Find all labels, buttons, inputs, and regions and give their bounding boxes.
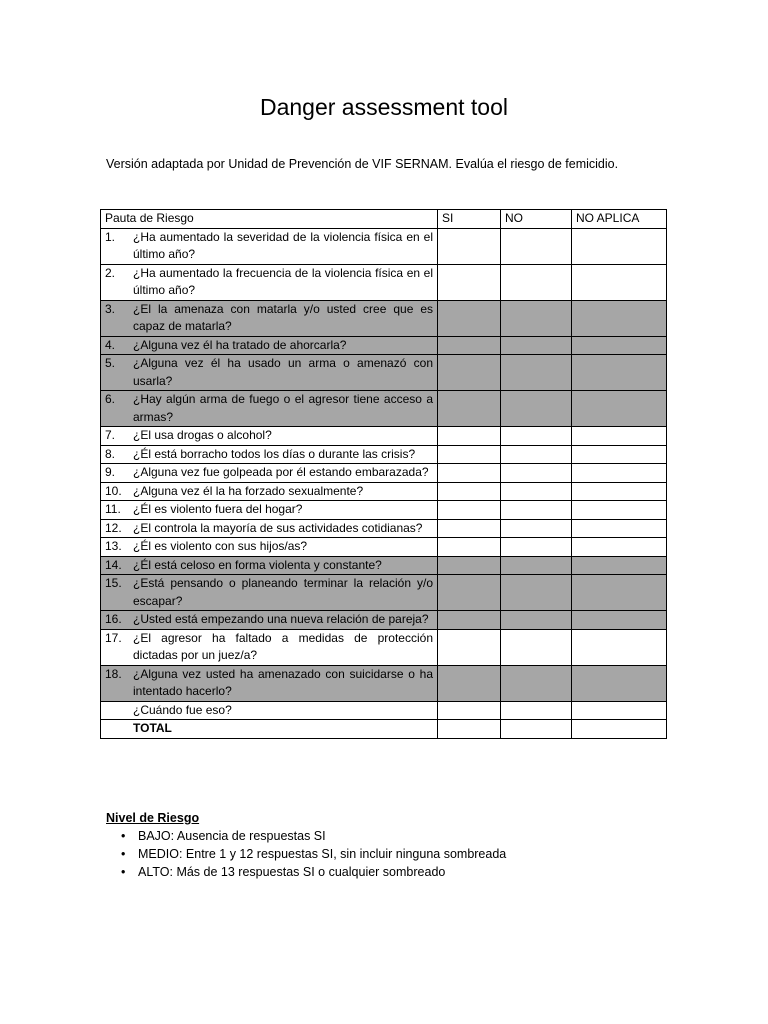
bullet-icon: • (121, 829, 126, 843)
header-si: SI (438, 210, 501, 229)
question-number: 1. (105, 229, 116, 244)
risk-levels-list (106, 827, 506, 881)
answer-cell-no-aplica[interactable] (572, 300, 667, 336)
answer-cell-no[interactable] (501, 300, 572, 336)
question-text: ¿Alguna vez él ha tratado de ahorcarla? (133, 337, 347, 352)
header-no-aplica: NO APLICA (572, 210, 667, 229)
question-text: ¿Él es violento fuera del hogar? (133, 502, 303, 516)
question-number (101, 702, 133, 720)
question-number: 18. (105, 666, 122, 681)
risk-levels-title: Nivel de Riesgo (106, 811, 200, 825)
question-text: ¿Alguna vez usted ha amenazado con suicidarse o ha intentado hacerlo? (133, 666, 433, 698)
answer-cell-si[interactable] (438, 427, 501, 446)
answer-cell-no-aplica[interactable] (572, 355, 667, 391)
answer-cell-no[interactable] (501, 720, 572, 739)
answer-cell-no[interactable] (501, 519, 572, 538)
answer-cell-no-aplica[interactable] (572, 228, 667, 264)
answer-cell-no-aplica[interactable] (572, 482, 667, 501)
question-cell (101, 701, 438, 720)
question-number: 4. (105, 337, 116, 352)
answer-cell-si[interactable] (438, 482, 501, 501)
question-number: 14. (105, 557, 122, 572)
answer-cell-no[interactable] (501, 336, 572, 355)
table-row (101, 427, 667, 446)
question-text: ¿El agresor ha faltado a medidas de protección dictadas por un juez/a? (133, 630, 433, 662)
answer-cell-no-aplica[interactable] (572, 701, 667, 720)
answer-cell-si[interactable] (438, 665, 501, 701)
question-text: ¿Él es violento con sus hijos/as? (133, 539, 308, 553)
table-row (101, 519, 667, 538)
answer-cell-si[interactable] (438, 391, 501, 427)
answer-cell-no-aplica[interactable] (572, 464, 667, 483)
table-row (101, 355, 667, 391)
table-row (101, 629, 667, 665)
risk-level-medium-text: MEDIO: Entre 1 y 12 respuestas SI, sin incluir ninguna sombreada (138, 847, 507, 861)
question-cell (101, 464, 438, 483)
table-row (101, 538, 667, 557)
risk-level-low (121, 827, 506, 845)
question-cell (101, 445, 438, 464)
answer-cell-no[interactable] (501, 355, 572, 391)
question-cell (101, 228, 438, 264)
answer-cell-no[interactable] (501, 391, 572, 427)
document-title: Danger assessment tool (259, 94, 508, 120)
answer-cell-no-aplica[interactable] (572, 575, 667, 611)
answer-cell-si[interactable] (438, 575, 501, 611)
answer-cell-no[interactable] (501, 701, 572, 720)
question-cell (101, 611, 438, 630)
question-cell (101, 501, 438, 520)
answer-cell-no[interactable] (501, 538, 572, 557)
answer-cell-si[interactable] (438, 464, 501, 483)
answer-cell-no[interactable] (501, 556, 572, 575)
answer-cell-no[interactable] (501, 575, 572, 611)
risk-levels (106, 811, 506, 881)
question-cell (101, 575, 438, 611)
question-number: 6. (105, 392, 116, 406)
bullet-icon: • (121, 865, 126, 879)
risk-level-low-text: BAJO: Ausencia de respuestas SI (138, 829, 326, 843)
answer-cell-si[interactable] (438, 501, 501, 520)
question-cell (101, 629, 438, 665)
question-number: 15. (105, 576, 122, 590)
table-row (101, 445, 667, 464)
table-row (101, 611, 667, 630)
bullet-icon: • (121, 847, 126, 861)
answer-cell-no-aplica[interactable] (572, 665, 667, 701)
answer-cell-si[interactable] (438, 228, 501, 264)
answer-cell-si[interactable] (438, 629, 501, 665)
question-cell (101, 300, 438, 336)
question-cell (101, 720, 438, 739)
question-number: 9. (105, 465, 116, 479)
document-subtitle: Versión adaptada por Unidad de Prevención de VIF SERNAM. Evalúa el riesgo de femicidio. (106, 157, 619, 171)
answer-cell-no[interactable] (501, 427, 572, 446)
question-text: ¿Ha aumentado la frecuencia de la violencia física en el último año? (133, 265, 433, 297)
question-number (101, 720, 133, 738)
answer-cell-no-aplica[interactable] (572, 720, 667, 739)
table-row (101, 300, 667, 336)
question-cell (101, 264, 438, 300)
table-row (101, 228, 667, 264)
question-text: TOTAL (133, 721, 172, 735)
question-text: ¿El controla la mayoría de sus actividades cotidianas? (133, 520, 423, 535)
table-row (101, 464, 667, 483)
risk-table (100, 209, 667, 739)
question-number: 17. (105, 630, 122, 645)
question-text: ¿Alguna vez él la ha forzado sexualmente? (133, 483, 364, 498)
answer-cell-si[interactable] (438, 519, 501, 538)
question-number: 13. (105, 539, 122, 553)
table-row (101, 720, 667, 739)
table-row (101, 391, 667, 427)
question-cell (101, 355, 438, 391)
question-cell (101, 391, 438, 427)
answer-cell-no[interactable] (501, 464, 572, 483)
answer-cell-si[interactable] (438, 336, 501, 355)
question-cell (101, 556, 438, 575)
answer-cell-no-aplica[interactable] (572, 519, 667, 538)
risk-level-high (121, 863, 506, 881)
answer-cell-no-aplica[interactable] (572, 445, 667, 464)
question-text: ¿Ha aumentado la severidad de la violencia física en el último año? (133, 229, 433, 261)
question-number: 11. (105, 502, 121, 516)
table-row (101, 575, 667, 611)
answer-cell-no[interactable] (501, 629, 572, 665)
question-number: 10. (105, 483, 122, 498)
question-text: ¿Está pensando o planeando terminar la relación y/o escapar? (133, 576, 433, 608)
question-text: ¿Él está borracho todos los días o durante las crisis? (133, 446, 416, 461)
answer-cell-si[interactable] (438, 300, 501, 336)
answer-cell-no[interactable] (501, 264, 572, 300)
answer-cell-no[interactable] (501, 228, 572, 264)
table-row (101, 556, 667, 575)
table-row (101, 336, 667, 355)
question-number: 5. (105, 356, 116, 370)
answer-cell-no-aplica[interactable] (572, 336, 667, 355)
table-row (101, 665, 667, 701)
question-text: ¿Él está celoso en forma violenta y constante? (133, 557, 382, 572)
risk-table-body (101, 228, 667, 738)
question-number: 8. (105, 446, 116, 461)
risk-level-high-text: ALTO: Más de 13 respuestas SI o cualquier sombreado (138, 865, 446, 879)
answer-cell-si[interactable] (438, 720, 501, 739)
answer-cell-si[interactable] (438, 264, 501, 300)
answer-cell-no-aplica[interactable] (572, 501, 667, 520)
answer-cell-no[interactable] (501, 482, 572, 501)
answer-cell-no-aplica[interactable] (572, 611, 667, 630)
answer-cell-si[interactable] (438, 556, 501, 575)
answer-cell-si[interactable] (438, 355, 501, 391)
question-text: ¿Hay algún arma de fuego o el agresor tiene acceso a armas? (133, 392, 433, 424)
answer-cell-no[interactable] (501, 665, 572, 701)
question-text: ¿El usa drogas o alcohol? (133, 428, 272, 442)
question-number: 7. (105, 428, 116, 442)
question-cell (101, 519, 438, 538)
header-pauta: Pauta de Riesgo (101, 210, 438, 229)
question-text: ¿Cuándo fue eso? (133, 702, 232, 717)
answer-cell-no-aplica[interactable] (572, 264, 667, 300)
question-text: ¿El la amenaza con matarla y/o usted cree que es capaz de matarla? (133, 301, 433, 333)
answer-cell-no-aplica[interactable] (572, 427, 667, 446)
answer-cell-no-aplica[interactable] (572, 629, 667, 665)
question-text: ¿Usted está empezando una nueva relación de pareja? (133, 612, 429, 626)
question-text: ¿Alguna vez fue golpeada por él estando embarazada? (133, 465, 429, 479)
question-cell (101, 538, 438, 557)
table-row (101, 264, 667, 300)
answer-cell-no[interactable] (501, 501, 572, 520)
answer-cell-si[interactable] (438, 611, 501, 630)
answer-cell-no-aplica[interactable] (572, 391, 667, 427)
question-cell (101, 427, 438, 446)
question-cell (101, 482, 438, 501)
answer-cell-no[interactable] (501, 611, 572, 630)
answer-cell-si[interactable] (438, 701, 501, 720)
question-number: 16. (105, 612, 122, 626)
answer-cell-si[interactable] (438, 538, 501, 557)
question-number: 12. (105, 520, 122, 535)
answer-cell-no-aplica[interactable] (572, 556, 667, 575)
table-header-row (101, 210, 667, 229)
risk-level-medium (121, 845, 507, 863)
table-row (101, 701, 667, 720)
question-text: ¿Alguna vez él ha usado un arma o amenazó con usarla? (133, 356, 433, 388)
question-number: 3. (105, 301, 116, 316)
question-cell (101, 336, 438, 355)
header-no: NO (501, 210, 572, 229)
table-row (101, 501, 667, 520)
table-row (101, 482, 667, 501)
answer-cell-si[interactable] (438, 445, 501, 464)
answer-cell-no[interactable] (501, 445, 572, 464)
question-cell (101, 665, 438, 701)
question-number: 2. (105, 265, 116, 280)
answer-cell-no-aplica[interactable] (572, 538, 667, 557)
